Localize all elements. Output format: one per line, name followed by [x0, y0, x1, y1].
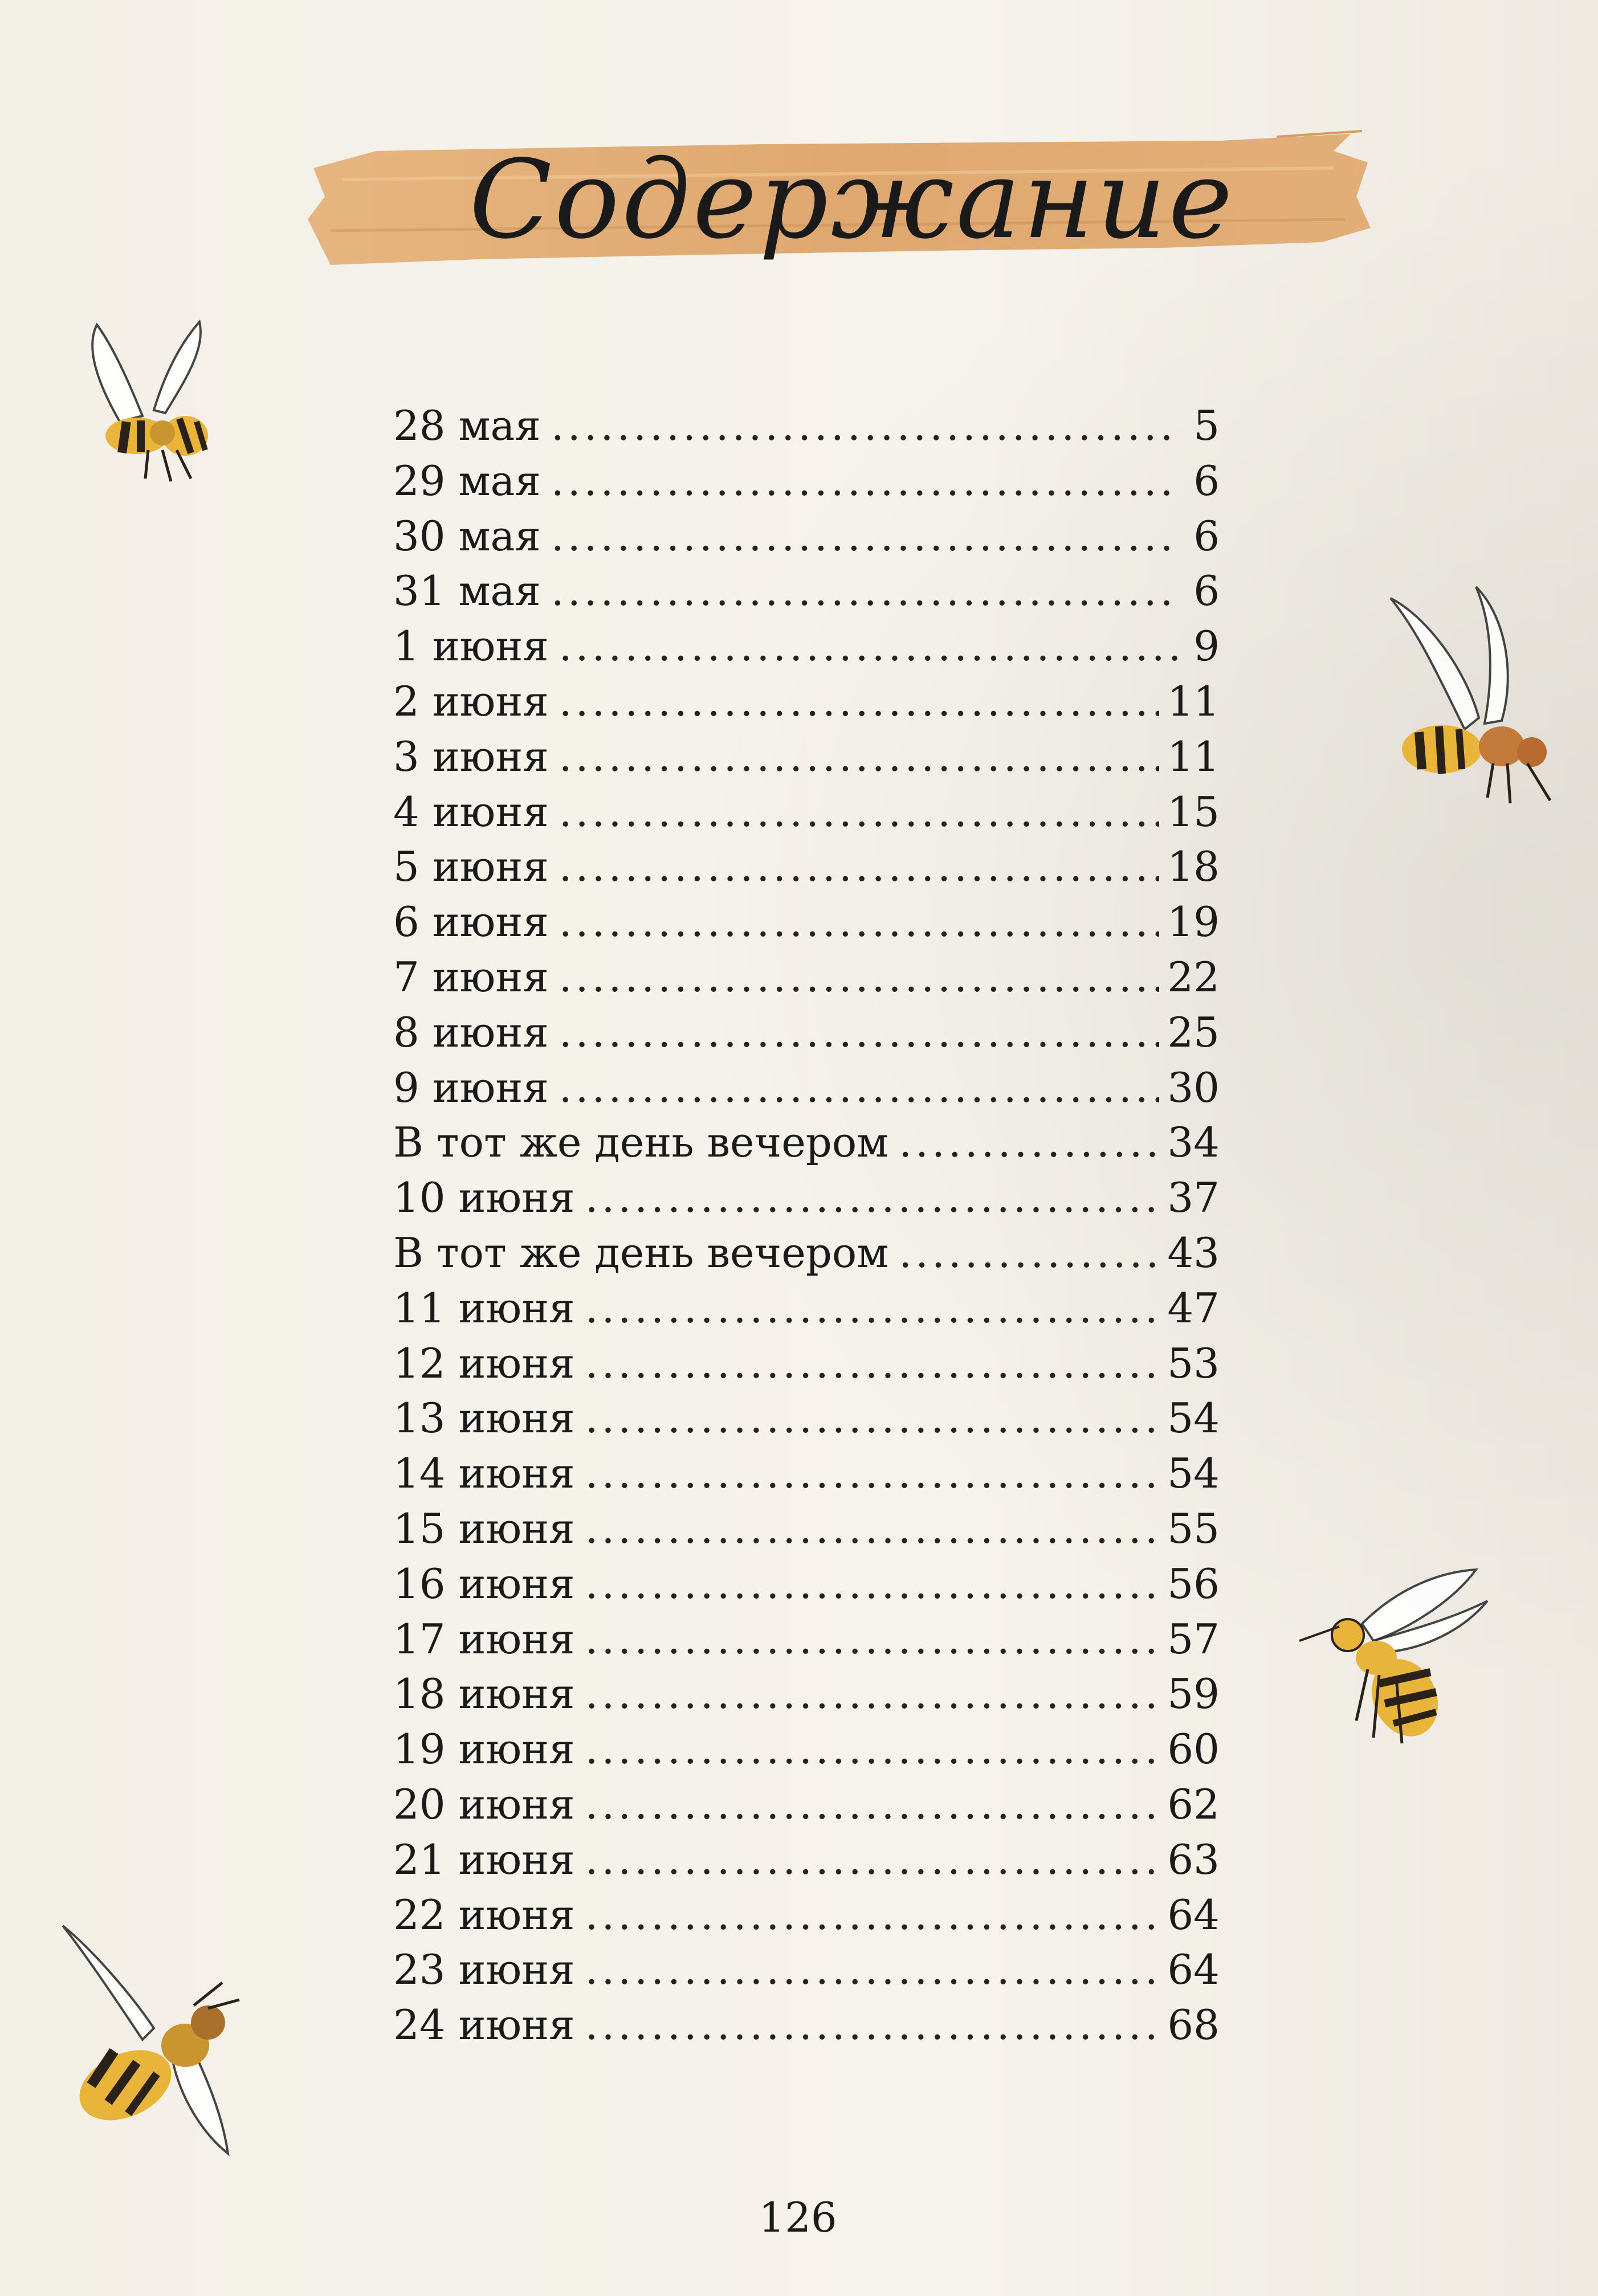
toc-entry-label: 17 июня [393, 1615, 575, 1663]
dot-leader [559, 622, 1177, 670]
toc-entry [393, 622, 1220, 677]
bee-icon [1288, 1555, 1493, 1766]
dot-leader [585, 1339, 1160, 1387]
toc-entry-page: 18 [1167, 843, 1220, 891]
toc-entry-label: 1 июня [393, 622, 549, 671]
toc-entry [393, 1505, 1220, 1560]
toc-entry-page: 63 [1167, 1835, 1220, 1884]
dot-leader [585, 1836, 1160, 1884]
toc-entry-page: 6 [1193, 512, 1220, 560]
toc-entry [393, 1670, 1220, 1725]
toc-entry-label: 15 июня [393, 1504, 575, 1553]
toc-entry [393, 1449, 1220, 1505]
bee-icon [80, 313, 234, 496]
dot-leader [585, 1725, 1160, 1773]
dot-leader [899, 1229, 1159, 1277]
toc-entry-page: 15 [1167, 787, 1220, 836]
toc-entry-page: 11 [1167, 732, 1220, 781]
toc-entry [393, 457, 1220, 512]
toc-entry-page: 53 [1167, 1339, 1220, 1387]
toc-entry-label: 3 июня [393, 732, 549, 781]
toc-entry [393, 1174, 1220, 1229]
toc-entry-page: 60 [1167, 1725, 1220, 1774]
toc-entry [393, 1615, 1220, 1670]
bee-icon [1379, 581, 1567, 820]
dot-leader [551, 457, 1177, 505]
toc-entry-label: В тот же день вечером [393, 1118, 889, 1167]
toc-entry-page: 43 [1167, 1228, 1220, 1277]
dot-leader [551, 402, 1177, 450]
page-title: Содержание [469, 136, 1235, 263]
toc-entry-label: 13 июня [393, 1394, 575, 1443]
toc-entry-page: 11 [1167, 677, 1220, 725]
toc-entry-label: 9 июня [393, 1063, 549, 1112]
toc-entry [393, 1118, 1220, 1174]
toc-entry-page: 56 [1167, 1559, 1220, 1608]
toc-entry-page: 64 [1167, 1946, 1220, 1994]
toc-entry-page: 6 [1193, 456, 1220, 505]
toc-entry [393, 898, 1220, 953]
toc-entry [393, 2001, 1220, 2056]
toc-entry [393, 843, 1220, 898]
dot-leader [559, 1008, 1160, 1056]
toc-entry-label: 28 мая [393, 402, 541, 450]
toc-entry-label: 18 июня [393, 1670, 575, 1718]
toc-entry-label: 2 июня [393, 677, 549, 725]
toc-entry-label: 11 июня [393, 1284, 575, 1332]
toc-entry-page: 5 [1193, 402, 1220, 450]
toc-entry-page: 57 [1167, 1615, 1220, 1663]
toc-entry [393, 677, 1220, 733]
dot-leader [585, 1394, 1160, 1442]
toc-entry-page: 64 [1167, 1890, 1220, 1939]
dot-leader [585, 1946, 1160, 1993]
toc-entry-label: 29 мая [393, 456, 541, 505]
toc-entry-page: 62 [1167, 1780, 1220, 1828]
dot-leader [585, 1505, 1160, 1553]
dot-leader [585, 1670, 1160, 1718]
dot-leader [585, 1284, 1160, 1332]
toc-entry [393, 1836, 1220, 1891]
toc-entry-label: В тот же день вечером [393, 1228, 889, 1277]
toc-entry-label: 12 июня [393, 1339, 575, 1387]
toc-entry-page: 55 [1167, 1504, 1220, 1553]
dot-leader [551, 512, 1177, 560]
dot-leader [559, 843, 1160, 890]
toc-entry [393, 1229, 1220, 1284]
table-of-contents [393, 402, 1220, 2056]
toc-entry [393, 1780, 1220, 1836]
dot-leader [559, 788, 1160, 836]
toc-entry [393, 1946, 1220, 2001]
toc-entry-page: 22 [1167, 953, 1220, 1001]
dot-leader [559, 733, 1160, 781]
toc-entry [393, 1891, 1220, 1946]
dot-leader [585, 1891, 1160, 1939]
toc-entry-label: 7 июня [393, 953, 549, 1001]
toc-entry-label: 4 июня [393, 787, 549, 836]
dot-leader [585, 1449, 1160, 1497]
dot-leader [585, 2001, 1160, 2049]
toc-entry [393, 1725, 1220, 1780]
toc-entry-label: 21 июня [393, 1835, 575, 1884]
dot-leader [585, 1780, 1160, 1828]
dot-leader [559, 677, 1160, 725]
toc-entry [393, 788, 1220, 843]
toc-entry-label: 23 июня [393, 1946, 575, 1994]
toc-entry [393, 953, 1220, 1008]
toc-entry-label: 14 июня [393, 1449, 575, 1498]
toc-entry-label: 5 июня [393, 843, 549, 891]
toc-entry-label: 19 июня [393, 1725, 575, 1774]
bee-icon [57, 1914, 251, 2165]
toc-entry-page: 9 [1193, 622, 1220, 671]
dot-leader [559, 953, 1160, 1001]
toc-entry-page: 19 [1167, 898, 1220, 946]
toc-entry-page: 47 [1167, 1284, 1220, 1332]
toc-entry-label: 10 июня [393, 1174, 575, 1222]
toc-entry-label: 6 июня [393, 898, 549, 946]
toc-entry-page: 30 [1167, 1063, 1220, 1112]
dot-leader [585, 1174, 1160, 1221]
toc-entry-label: 24 июня [393, 2001, 575, 2049]
title-banner [308, 128, 1373, 271]
toc-entry-label: 8 июня [393, 1008, 549, 1056]
toc-entry [393, 1339, 1220, 1395]
toc-entry-page: 6 [1193, 567, 1220, 615]
toc-entry [393, 402, 1220, 457]
toc-entry [393, 567, 1220, 622]
toc-entry-page: 37 [1167, 1174, 1220, 1222]
toc-entry [393, 1064, 1220, 1119]
toc-entry-label: 31 мая [393, 567, 541, 615]
dot-leader [585, 1560, 1160, 1608]
toc-entry-page: 34 [1167, 1118, 1220, 1167]
toc-entry [393, 1394, 1220, 1449]
dot-leader [899, 1118, 1159, 1166]
toc-entry [393, 1284, 1220, 1339]
toc-entry-page: 54 [1167, 1449, 1220, 1498]
toc-entry [393, 733, 1220, 788]
toc-entry-label: 30 мая [393, 512, 541, 560]
toc-entry-label: 22 июня [393, 1890, 575, 1939]
toc-entry-page: 68 [1167, 2001, 1220, 2049]
toc-entry [393, 1560, 1220, 1615]
toc-entry-page: 25 [1167, 1008, 1220, 1056]
dot-leader [559, 898, 1160, 946]
toc-entry-page: 54 [1167, 1394, 1220, 1443]
dot-leader [551, 567, 1177, 615]
dot-leader [559, 1064, 1160, 1112]
toc-entry-page: 59 [1167, 1670, 1220, 1718]
page-number: 126 [759, 2193, 837, 2241]
dot-leader [585, 1615, 1160, 1663]
toc-entry [393, 1008, 1220, 1064]
toc-entry [393, 512, 1220, 567]
toc-entry-label: 20 июня [393, 1780, 575, 1828]
toc-entry-label: 16 июня [393, 1559, 575, 1608]
